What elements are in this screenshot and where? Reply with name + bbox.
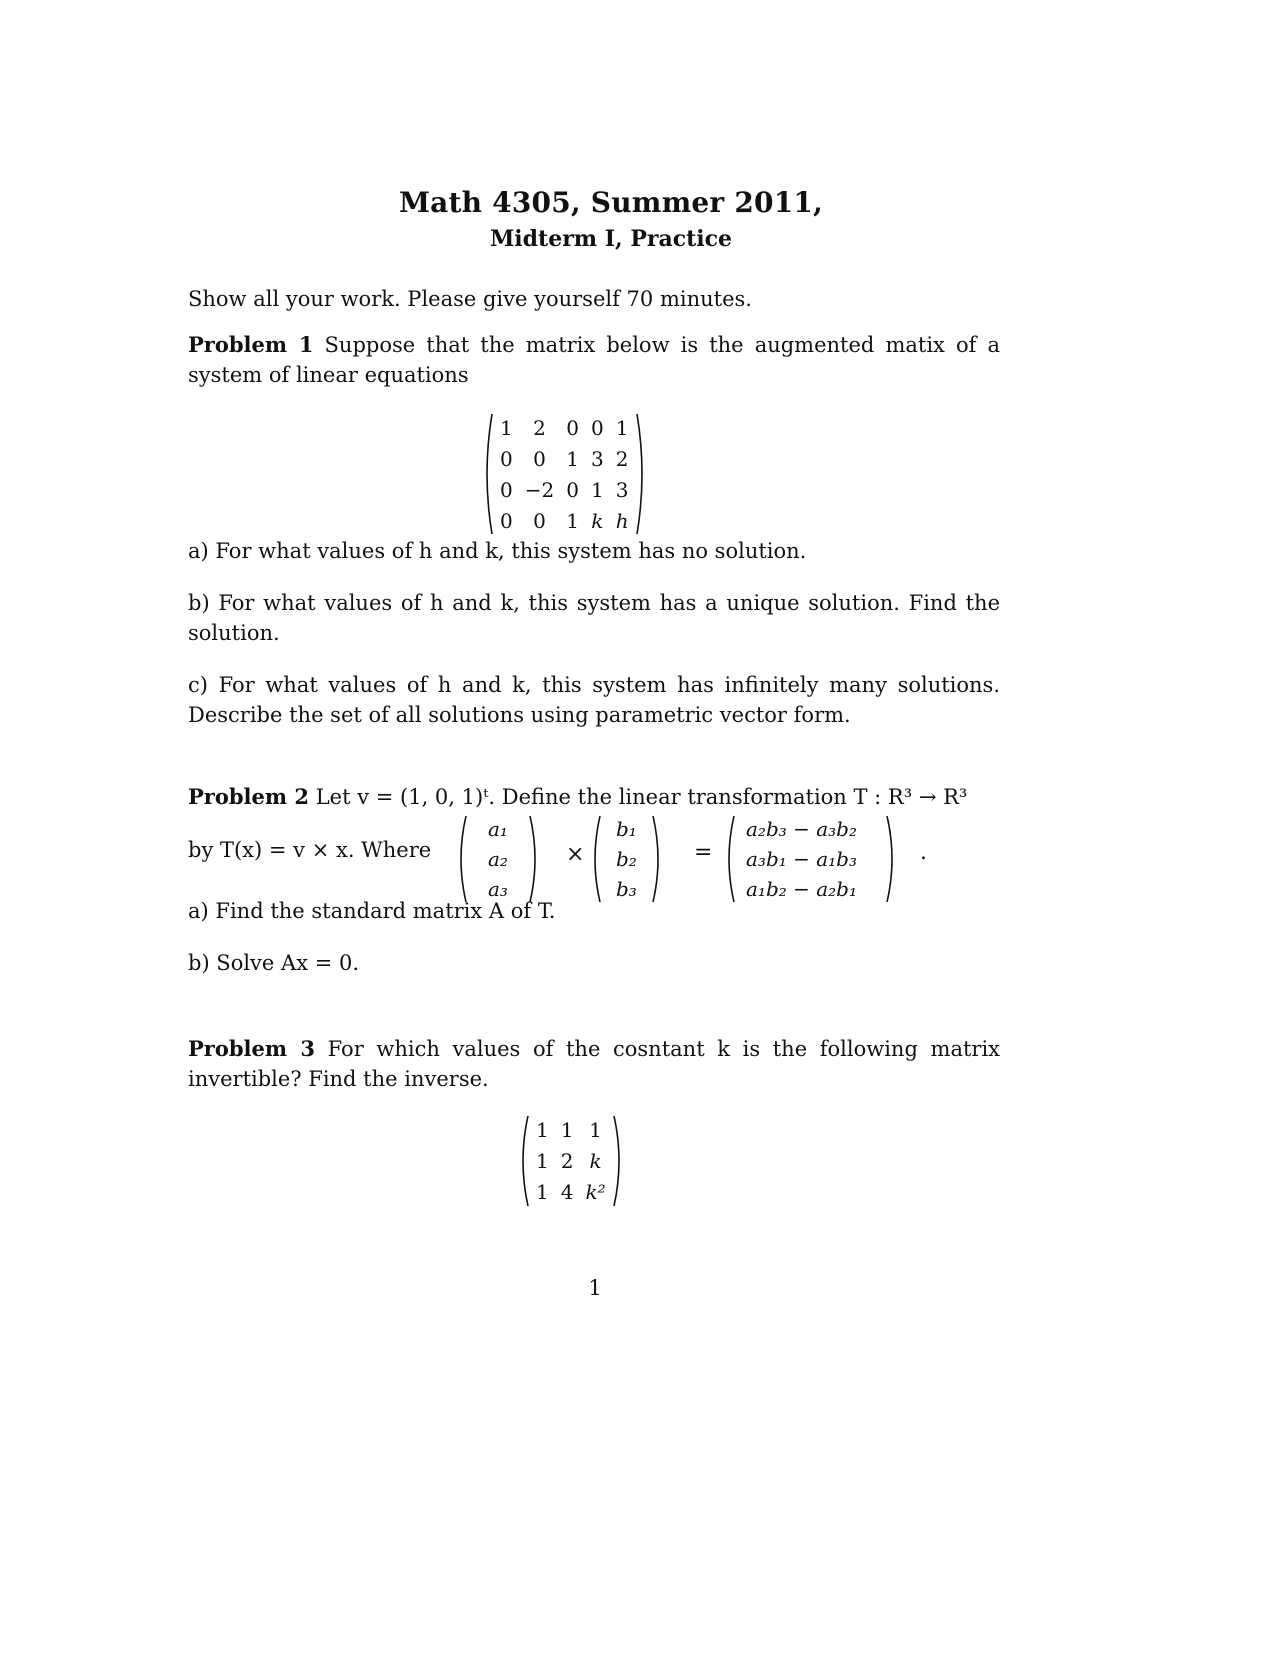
- vector-entry: b₃: [616, 877, 637, 901]
- vector-entry: b₂: [616, 847, 637, 871]
- matrix-cell: 1: [589, 1117, 602, 1142]
- problem-2-transformation: by T(x) = v × x. Where: [188, 838, 432, 862]
- problem-1-label: Problem 1: [188, 332, 314, 357]
- matrix-cell: 0: [500, 446, 513, 471]
- problem-2-part-b: b) Solve Ax = 0.: [188, 951, 360, 975]
- augmented-matrix-grid: [494, 412, 635, 536]
- problem-2-part-a: a) Find the standard matrix A of T.: [188, 899, 556, 923]
- matrix-row: [530, 1114, 612, 1145]
- problem-1-text: Suppose that the matrix below is the augmented matix of a system of linear equations: [188, 333, 1000, 387]
- vector-b-grid: [602, 814, 651, 904]
- matrix-cell: 1: [615, 415, 629, 440]
- matrix-cell: 3: [590, 446, 604, 471]
- matrix-cell: 1: [536, 1148, 549, 1173]
- equals-symbol: =: [694, 840, 713, 865]
- problem-1-part-c: c) For what values of h and k, this system has infinitely many solutions. Describe the set of all solutions using parametric vector form.: [188, 673, 1000, 727]
- matrix-cell: 1: [590, 477, 604, 502]
- vector-row: [602, 814, 651, 844]
- matrix-cell: 4: [560, 1180, 574, 1205]
- cross-product-symbol: ×: [566, 842, 585, 867]
- matrix-row: [530, 1177, 612, 1208]
- matrix-cell: 0: [500, 508, 513, 533]
- vector-entry: b₁: [616, 817, 637, 841]
- matrix-cell: 0: [533, 446, 546, 471]
- vector-entry: a₁: [488, 817, 508, 841]
- matrix-cell: 2: [560, 1148, 574, 1173]
- instructions: Show all your work. Please give yourself 70 minutes.: [188, 287, 752, 311]
- matrix-cell: 1: [536, 1117, 549, 1142]
- left-paren: [516, 1114, 530, 1208]
- vector-entry: a₂b₃ − a₃b₂: [746, 817, 857, 841]
- problem-1-part-a: a) For what values of h and k, this system has no solution.: [188, 539, 807, 563]
- left-paren: [454, 814, 468, 904]
- augmented-matrix: [480, 412, 649, 536]
- left-paren: [480, 412, 494, 536]
- vector-result: [722, 814, 899, 904]
- problem-2-label: Problem 2: [188, 784, 310, 809]
- vector-a-grid: [468, 814, 528, 904]
- left-paren: [722, 814, 736, 904]
- matrix-cell: 1: [566, 508, 579, 533]
- left-paren: [588, 814, 602, 904]
- page-title: Math 4305, Summer 2011,: [398, 186, 824, 219]
- vector-entry: a₃: [488, 877, 508, 901]
- matrix-row: [494, 443, 635, 474]
- vector-b: [588, 814, 665, 904]
- vector-row: [736, 844, 885, 874]
- matrix-cell: k: [589, 1148, 602, 1173]
- problem-3-statement: [188, 1034, 1000, 1094]
- problem-2-let: Let: [315, 785, 351, 809]
- problem-2-definition: v = (1, 0, 1)ᵗ. Define the linear transformation T : R³ → R³: [357, 785, 968, 809]
- problem-1-statement: [188, 330, 1000, 390]
- matrix-cell: k²: [585, 1180, 606, 1205]
- matrix-cell: 1: [566, 446, 579, 471]
- right-paren: [651, 814, 665, 904]
- vector-row: [468, 844, 528, 874]
- matrix-row: [494, 505, 635, 536]
- right-paren: [885, 814, 899, 904]
- matrix-cell: 1: [500, 415, 513, 440]
- matrix-cell: 0: [566, 477, 579, 502]
- matrix-cell: 0: [566, 415, 579, 440]
- problem-3-label: Problem 3: [188, 1036, 315, 1061]
- matrix-cell: 1: [536, 1180, 549, 1205]
- matrix-row: [494, 412, 635, 443]
- invertible-matrix: [516, 1114, 626, 1208]
- vector-entry: a₁b₂ − a₂b₁: [746, 877, 857, 901]
- vector-entry: a₃b₁ − a₁b₃: [746, 847, 857, 871]
- matrix-row: [530, 1145, 612, 1176]
- right-paren: [528, 814, 542, 904]
- vector-row: [602, 844, 651, 874]
- matrix-cell: 0: [500, 477, 513, 502]
- matrix-cell: 0: [590, 415, 604, 440]
- matrix-cell: h: [615, 508, 629, 533]
- problem-3-text: For which values of the cosntant k is the following matrix invertible? Find the inverse.: [188, 1037, 1000, 1091]
- matrix-cell: 1: [560, 1117, 574, 1142]
- page-subtitle: Midterm I, Practice: [489, 226, 733, 252]
- vector-row: [736, 814, 885, 844]
- matrix-cell: k: [591, 508, 604, 533]
- matrix-row: [494, 474, 635, 505]
- matrix-cell: 0: [533, 508, 546, 533]
- vector-row: [468, 814, 528, 844]
- matrix-cell: 2: [533, 415, 546, 440]
- problem-2-statement: [188, 782, 1000, 812]
- page-number: 1: [588, 1276, 602, 1300]
- right-paren: [612, 1114, 626, 1208]
- problem-1-part-b: b) For what values of h and k, this system has a unique solution. Find the solution.: [188, 591, 1000, 645]
- matrix-cell: 2: [615, 446, 629, 471]
- period-symbol: .: [920, 840, 927, 865]
- matrix-cell: 3: [615, 477, 629, 502]
- vector-entry: a₂: [488, 847, 508, 871]
- right-paren: [635, 412, 649, 536]
- vector-a: [454, 814, 542, 904]
- vector-result-grid: [736, 814, 885, 904]
- matrix-cell: −2: [524, 477, 555, 502]
- invertible-matrix-grid: [530, 1114, 612, 1208]
